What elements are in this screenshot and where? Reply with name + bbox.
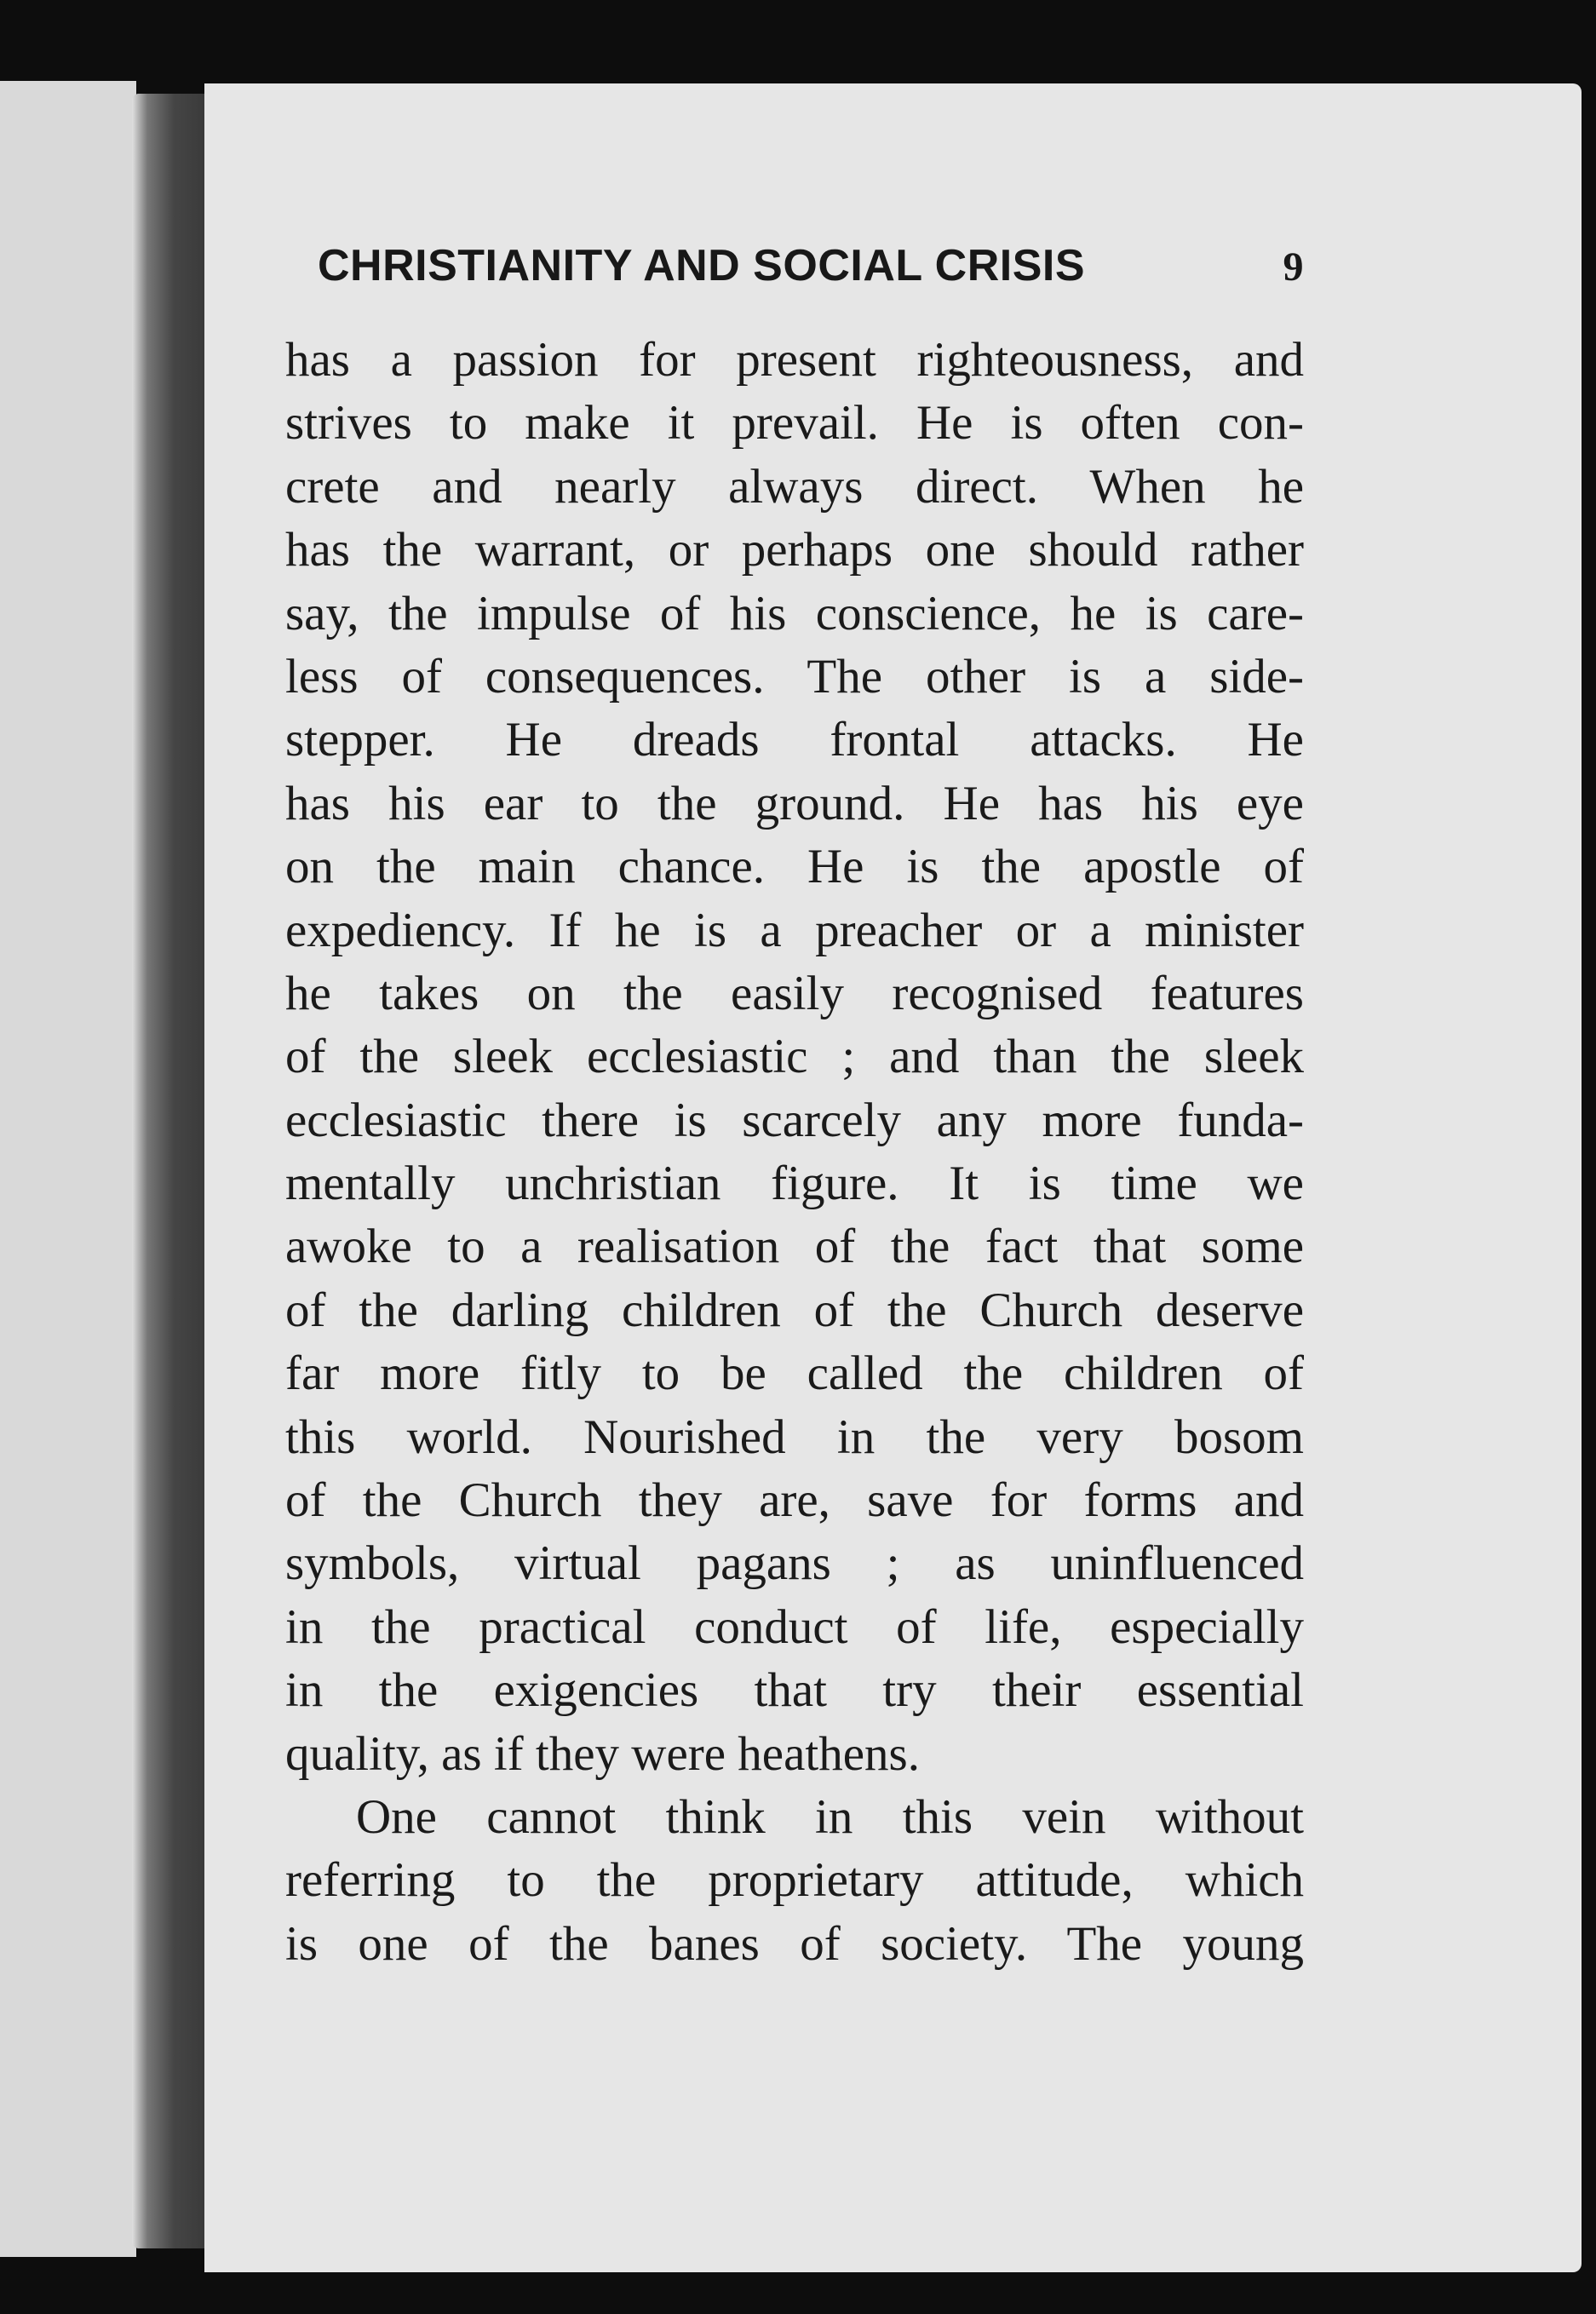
text-line: One cannot think in this vein without <box>356 1789 1304 1844</box>
text-line: quality, as if they were heathens. <box>285 1726 920 1781</box>
text-line: of the sleek ecclesiastic ; and than the sleek <box>285 1030 1304 1084</box>
text-line: has his ear to the ground. He has his eye <box>285 776 1304 830</box>
text-line: this world. Nourished in the very bosom <box>285 1410 1304 1464</box>
text-line: far more fitly to be called the children of <box>285 1346 1304 1401</box>
text-line: of the darling children of the Church deserve <box>285 1283 1304 1337</box>
text-line: crete and nearly always direct. When he <box>285 459 1304 514</box>
text-line: less of consequences. The other is a side- <box>285 649 1304 703</box>
text-line: stepper. He dreads frontal attacks. He <box>285 713 1304 767</box>
text-line: strives to make it prevail. He is often con- <box>285 396 1304 451</box>
paragraph <box>285 1786 1304 1976</box>
text-line: in the exigencies that try their essential <box>285 1663 1304 1718</box>
running-header <box>318 240 1304 308</box>
text-line: expediency. If he is a preacher or a minister <box>285 903 1304 957</box>
text-line: he takes on the easily recognised features <box>285 966 1304 1020</box>
text-line: has the warrant, or perhaps one should rather <box>285 523 1304 577</box>
text-line: in the practical conduct of life, especially <box>285 1599 1304 1654</box>
text-line: is one of the banes of society. The young <box>285 1916 1304 1971</box>
text-line: has a passion for present righteousness, and <box>285 333 1304 387</box>
previous-page-edge <box>0 81 136 2257</box>
page-number: 9 <box>1283 244 1304 290</box>
text-line: mentally unchristian figure. It is time we <box>285 1157 1304 1211</box>
text-line: on the main chance. He is the apostle of <box>285 840 1304 894</box>
text-line: symbols, virtual pagans ; as uninfluenced <box>285 1536 1304 1591</box>
text-line: ecclesiastic there is scarcely any more funda- <box>285 1093 1304 1147</box>
text-line: say, the impulse of his conscience, he is care- <box>285 586 1304 640</box>
body-text <box>285 329 1304 1976</box>
running-title: CHRISTIANITY AND SOCIAL CRISIS <box>318 241 1086 290</box>
text-line: awoke to a realisation of the fact that some <box>285 1220 1304 1274</box>
text-line: referring to the proprietary attitude, which <box>285 1853 1304 1908</box>
paragraph <box>285 329 1304 1786</box>
text-line: of the Church they are, save for forms and <box>285 1473 1304 1528</box>
book-gutter <box>132 94 209 2248</box>
